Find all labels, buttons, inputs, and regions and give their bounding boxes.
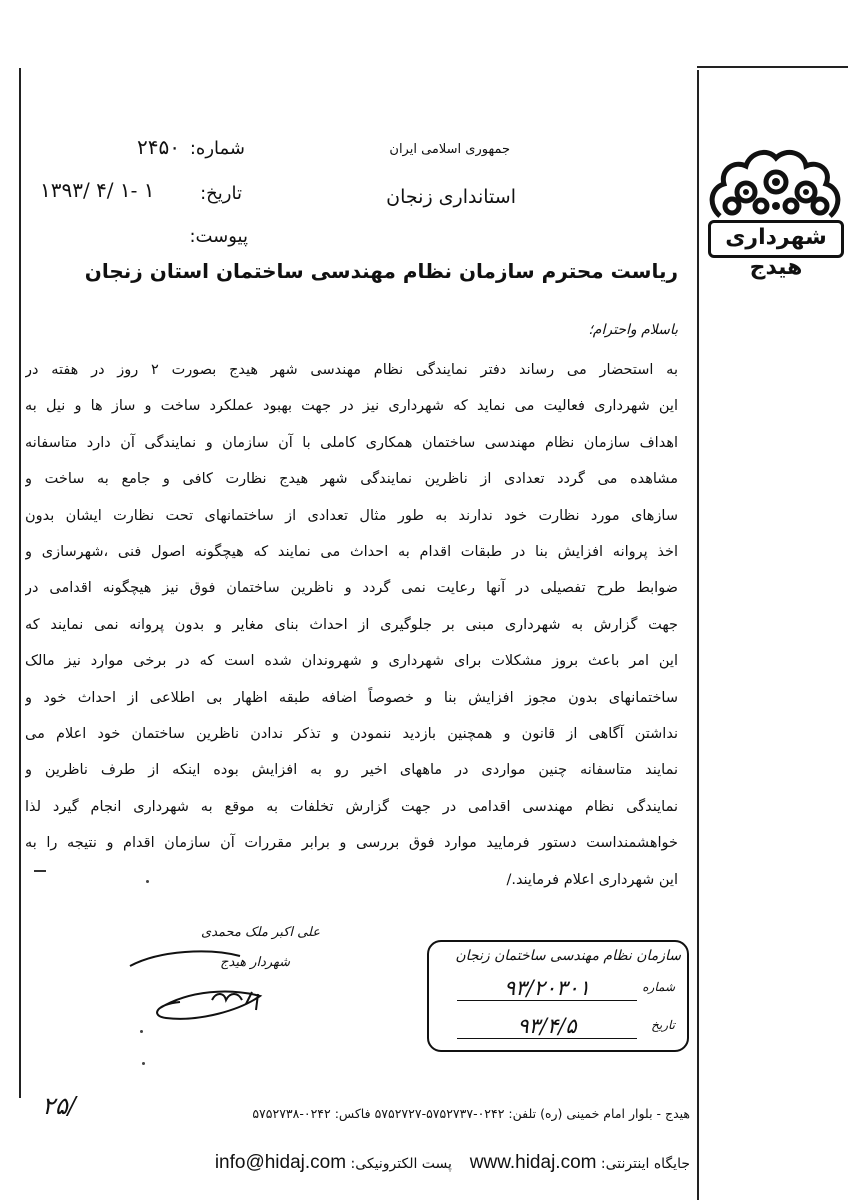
body-line: مشاهده می گردد تعدادی از ناظرین نمایندگی شهر هیدج نظارت کافی و جامع به ساخت و — [25, 471, 678, 488]
body-line: اهداف سازمان نظام مهندسی ساختمان همکاری کاملی با آن سازمان و نمایندگی آن دارد متاسفانه — [25, 434, 678, 451]
stamp-number-label: شماره — [642, 980, 675, 994]
footer-address: هیدج - بلوار امام خمینی (ره) تلفن: ۰۲۴۲-۵۷۵۲۷۳۷-۵۷۵۲۷۲۷ فاکس: ۰۲۴۲-۵۷۵۲۷۳۸ — [252, 1106, 690, 1121]
handwritten-signature — [120, 930, 290, 1040]
signatory-name: علی اکبر ملک محمدی — [201, 925, 320, 940]
signatory-title: شهردار هیدج — [220, 955, 290, 970]
stamp-date-value: ۹۳/۴/۵ — [457, 1014, 637, 1039]
attachment-label: پیوست: — [189, 226, 248, 247]
country-name: جمهوری اسلامی ایران — [389, 142, 510, 157]
body-line: ضوابط طرح تفصیلی در آنها رعایت نمی گردد و ناظرین ساختمان فوق نیز هیچگونه اقدامی در — [25, 580, 678, 597]
footer-contact — [120, 1152, 690, 1174]
letter-body — [25, 352, 678, 898]
logo-emblem-icon — [706, 146, 844, 226]
body-line: ساختمانهای بدون مجوز افزایش بنا و خصوصاً اضافه طبقه اظهار بی اطلاعی از احداث خود و — [25, 689, 678, 706]
left-margin-line — [19, 68, 21, 1098]
number-value: ۲۴۵۰ — [137, 135, 180, 159]
scan-mark — [140, 1030, 143, 1033]
province-office-name: استانداری زنجان — [386, 186, 516, 208]
greeting: باسلام واحترام؛ — [588, 322, 678, 338]
stamp-number-value: ۹۳/۲۰۳۰۱ — [457, 976, 637, 1001]
top-edge-line — [697, 66, 848, 68]
body-line: خواهشمنداست دستور فرمایید موارد فوق بررسی و برابر مقررات آن سازمان اقدام و نتیجه را به — [25, 835, 678, 852]
number-label: شماره: — [189, 138, 245, 159]
body-line: جهت گزارش به شهرداری مبنی بر جلوگیری از احداث بنای مغایر و بدون پروانه نمی نمایند که — [25, 616, 678, 633]
municipality-logo — [706, 146, 844, 280]
scan-mark — [34, 870, 46, 872]
body-line: این شهرداری فعالیت می نماید که شهرداری نیز در جهت بهبود عملکرد ساخت و ساز ها و نیل به — [25, 398, 678, 415]
stamp-date-label: تاریخ — [651, 1018, 675, 1032]
body-line: به استحضار می رساند دفتر نمایندگی نظام مهندسی شهر هیدج بصورت ۲ روز در هفته در — [25, 362, 678, 378]
website-label: جایگاه اینترنتی: — [600, 1156, 690, 1172]
date-value: ۱۳۹۳/ ۴/ ۱- ۱ — [40, 178, 155, 202]
received-stamp — [427, 940, 689, 1052]
stamp-number-row — [439, 976, 679, 1008]
body-line: نمایند متاسفانه چنین مواردی در ماههای اخیر رو به افزایش بوده اینکه از طرف ناظرین و — [25, 762, 678, 779]
email-label: پست الکترونیکی: — [350, 1156, 452, 1172]
right-margin-line — [697, 70, 699, 1200]
letter-subject: ریاست محترم سازمان نظام مهندسی ساختمان استان زنجان — [84, 259, 678, 283]
date-label: تاریخ: — [200, 183, 242, 204]
website-link[interactable]: www.hidaj.com — [469, 1152, 597, 1173]
body-line: این شهرداری اعلام فرمایند./ — [506, 871, 678, 888]
logo-text: شهرداری هیدج — [708, 220, 844, 258]
body-line: نمایندگی نظام مهندسی اقدامی در جهت گزارش تخلفات به موقع به شهرداری انجام گیرد لذا — [25, 798, 678, 815]
body-line: این امر باعث بروز مشکلات برای شهرداری و شهروندان شده است که در برخی موارد نیز مالک — [25, 653, 678, 670]
stamp-date-row — [439, 1014, 679, 1046]
scan-mark — [142, 1062, 145, 1065]
email-link[interactable]: info@hidaj.com — [214, 1152, 347, 1173]
margin-page-number: ۲۵/ — [42, 1092, 76, 1120]
body-line: سازهای مورد نظارت خود ندارند به طور مثال تعدادی از ساختمانهای تحت نظارت ایشان بدون — [25, 507, 678, 524]
stamp-organization: سازمان نظام مهندسی ساختمان زنجان — [455, 948, 681, 964]
body-line: نداشتن آگاهی از قانون و همچنین بازدید ننمودن و تذکر ندادن ناظرین ساختمان خود اعلام می — [25, 726, 678, 743]
scan-mark — [146, 880, 149, 883]
body-line: اخذ پروانه افزایش بنا در طبقات اقدام به احداث می نمایند که هیچگونه اصول فنی ،شهرسازی و — [25, 544, 678, 561]
